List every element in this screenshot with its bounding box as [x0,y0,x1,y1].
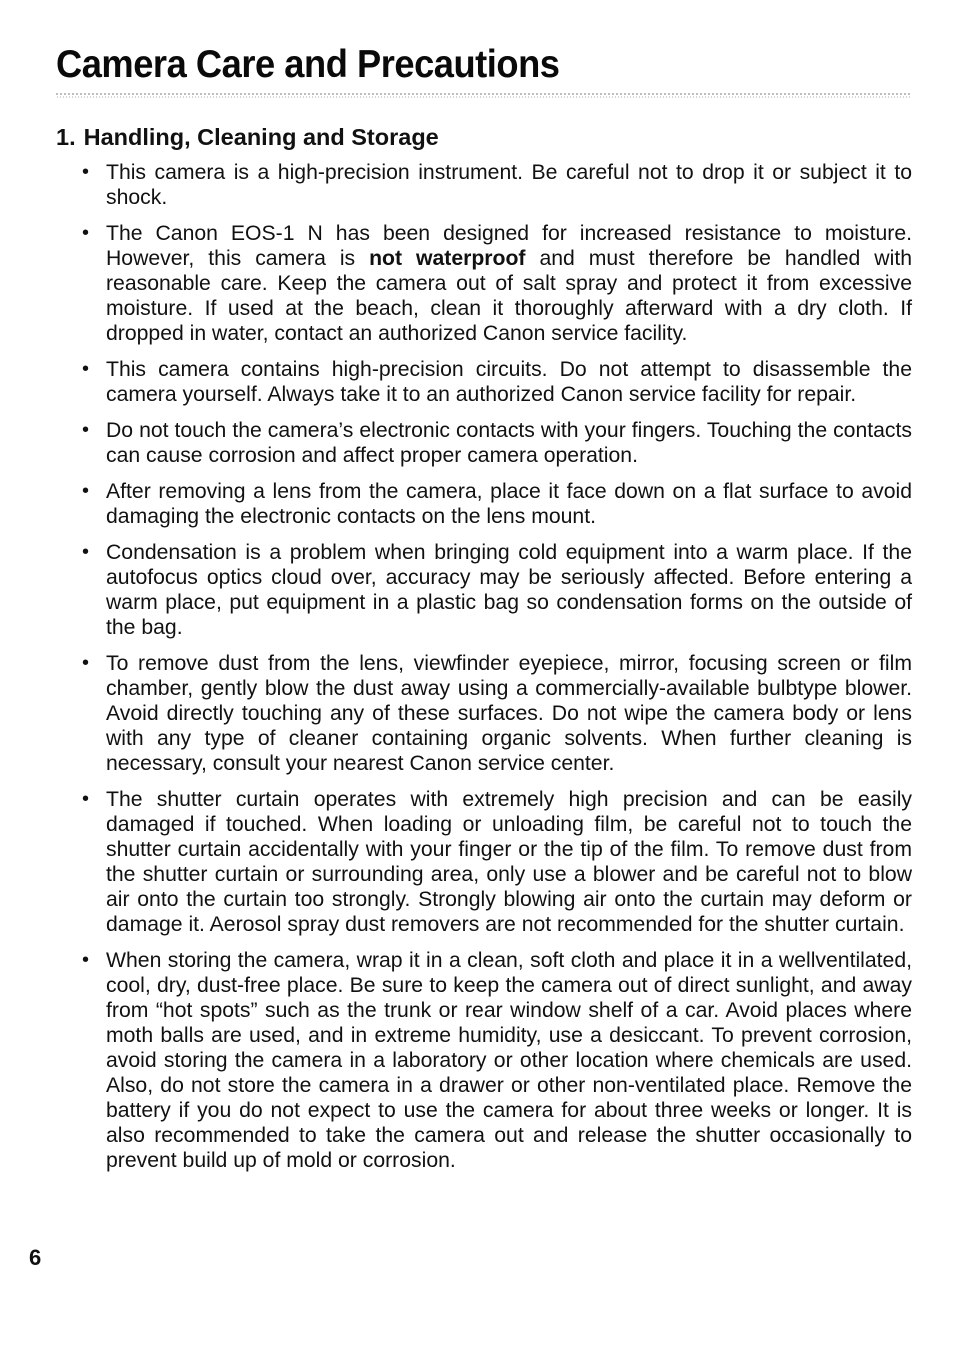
list-item [76,418,912,468]
precautions-list [76,160,912,1184]
list-item [76,479,912,529]
bullet-icon: • [82,652,90,674]
list-item [76,787,912,937]
section-number: 1. [56,124,76,150]
list-item-text: This camera is a high-precision instrument. Be careful not to drop it or subject it to shock. [106,161,912,209]
bullet-icon: • [82,161,90,183]
list-item-text: This camera contains high-precision circuits. Do not attempt to disassemble the camera yourself. Always take it to an authorized Canon service facility for repair. [106,358,912,406]
list-item-text: Do not touch the camera’s electronic contacts with your fingers. Touching the contacts can cause corrosion and affect proper camera operation. [106,419,912,467]
list-item-text: The shutter curtain operates with extremely high precision and can be easily damaged if touched. When loading or unloading film, be careful not to touch the shutter curtain accidentally with your finger or the tip of the film. To remove dust from the shutter curtain or surrounding area, only use a blower and be careful not to blow air onto the curtain too strongly. Strongly blowing air onto the curtain may deform or damage it. Aerosol spray dust removers are not recommended for the shutter curtain. [106,788,912,936]
bullet-icon: • [82,358,90,380]
list-item-text: The Canon EOS-1 N has been designed for increased resistance to moisture. However, this camera is [106,222,912,270]
page-number: 6 [29,1245,42,1270]
list-item [76,357,912,407]
bullet-icon: • [82,222,90,244]
list-item [76,948,912,1173]
emphasis-text: not waterproof [369,247,526,270]
list-item-text: Condensation is a problem when bringing cold equipment into a warm place. If the autofocus optics cloud over, accuracy may be seriously affected. Before entering a warm place, put equipment in a plastic bag so condensation forms on the outside of the bag. [106,541,912,639]
bullet-icon: • [82,419,90,441]
list-item [76,651,912,776]
list-item-text: To remove dust from the lens, viewfinder eyepiece, mirror, focusing screen or film chamber, gently blow the dust away using a commercially-available bulbtype blower. Avoid directly touching any of these surfaces. Do not wipe the camera body or lens with any type of cleaner containing organic solvents. When further cleaning is necessary, consult your nearest Canon service center. [106,652,912,775]
bullet-icon: • [82,541,90,563]
bullet-icon: • [82,480,90,502]
list-item-text: When storing the camera, wrap it in a clean, soft cloth and place it in a wellventilated, cool, dry, dust-free place. Be sure to keep the camera out of direct sunlight, and away from “hot spots” such as the trunk or rear window shelf of a car. Avoid places where moth balls are used, and in extreme humidity, use a desiccant. To prevent corrosion, avoid storing the camera in a laboratory or other location where chemicals are used. Also, do not store the camera in a drawer or other non-ventilated place. Remove the battery if you do not expect to use the camera for about three weeks or longer. It is also recommended to take the camera out and release the shutter occasionally to prevent build up of mold or corrosion. [106,949,912,1172]
list-item-text: and must therefore be handled with reasonable care. Keep the camera out of salt spray and protect it from excessive moisture. If used at the beach, clean it thoroughly afterward with a dry cloth. If dropped in water, contact an authorized Canon service facility. [106,247,912,345]
section-title: Handling, Cleaning and Storage [83,124,439,150]
page-title: Camera Care and Precautions [56,43,560,86]
list-item-text: After removing a lens from the camera, place it face down on a flat surface to avoid damaging the electronic contacts on the lens mount. [106,480,912,528]
list-item [76,160,912,210]
bullet-icon: • [82,949,90,971]
bullet-icon: • [82,788,90,810]
list-item [76,540,912,640]
title-divider [56,93,912,99]
section-heading [56,122,439,152]
list-item [76,221,912,346]
